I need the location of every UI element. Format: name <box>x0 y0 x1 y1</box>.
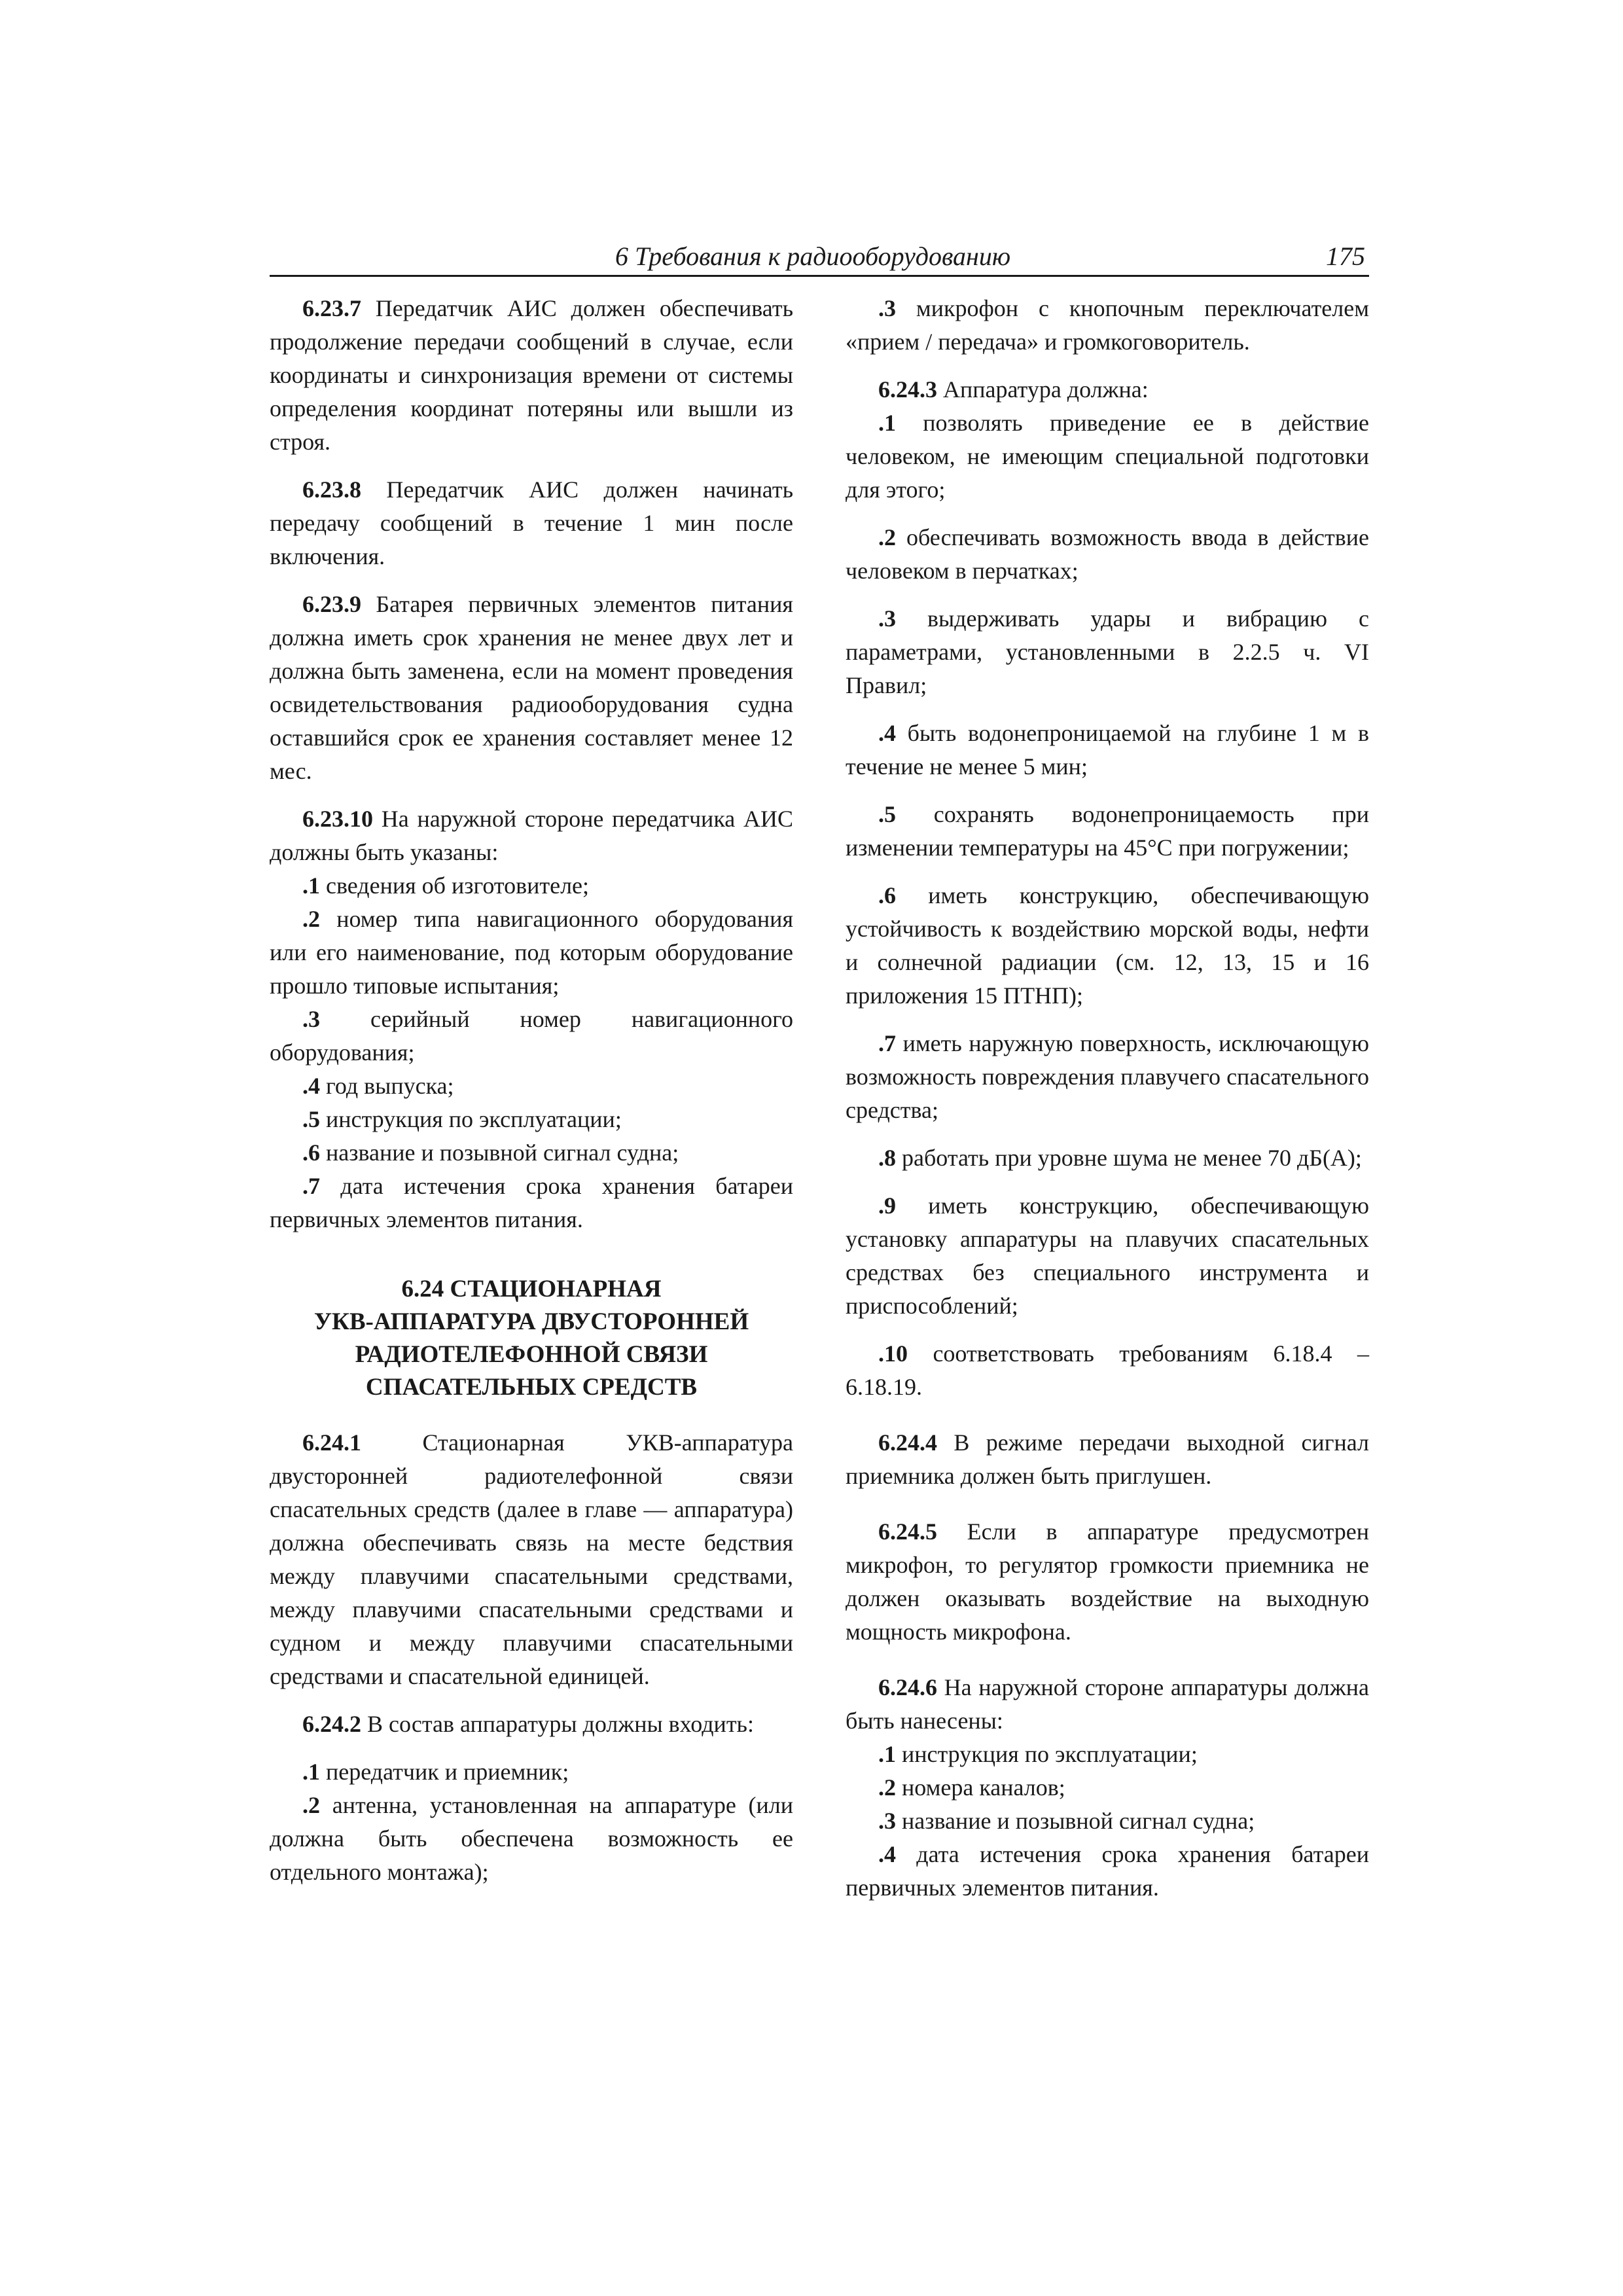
clause-text: Батарея первичных элементов питания должна иметь срок хранения не менее двух лет и должна быть заменена, если на момент проведения освидетельствования радиооборудования судна оставшийся срок ее хранения составляет менее 12 мес. <box>270 591 793 784</box>
item-number: .5 <box>878 801 896 827</box>
clause-number: 6.23.7 <box>302 295 361 321</box>
clause-number: 6.23.10 <box>302 806 373 832</box>
item-text: иметь конструкцию, обеспечивающую устойчивость к воздействию морской воды, нефти и солнечной радиации (см. 12, 13, 15 и 16 приложения 15 ПТНП); <box>846 882 1369 1009</box>
list-item <box>846 798 1369 865</box>
list-item <box>846 1771 1369 1804</box>
clause-text: Передатчик АИС должен начинать передачу сообщений в течение 1 мин после включения. <box>270 476 793 569</box>
item-text: сохранять водонепроницаемость при изменении температуры на 45°С при погружении; <box>846 801 1369 861</box>
item-number: .2 <box>302 906 320 932</box>
item-number: .6 <box>302 1139 320 1166</box>
clause-text: Передатчик АИС должен обеспечивать продолжение передачи сообщений в случае, если координаты и синхронизация времени от системы определения координат потеряны или вышли из строя. <box>270 295 793 455</box>
item-text: название и позывной сигнал судна; <box>320 1139 679 1166</box>
list-item <box>270 1136 793 1170</box>
item-text: микрофон с кнопочным переключателем «прием / передача» и громкоговоритель. <box>846 295 1369 355</box>
list-item <box>846 521 1369 588</box>
running-header <box>270 241 1369 277</box>
list-item <box>270 1103 793 1136</box>
item-text: сведения об изготовителе; <box>320 872 590 899</box>
list-item <box>846 1838 1369 1905</box>
item-text: название и позывной сигнал судна; <box>896 1808 1255 1834</box>
item-number: .7 <box>878 1030 896 1056</box>
item-text: инструкция по эксплуатации; <box>896 1741 1198 1767</box>
list-item <box>846 1189 1369 1323</box>
paragraph-6-24-6 <box>846 1671 1369 1738</box>
item-number: .3 <box>878 295 896 321</box>
item-text: иметь наружную поверхность, исключающую возможность повреждения плавучего спасательного средства; <box>846 1030 1369 1123</box>
clause-number: 6.24.1 <box>302 1429 361 1456</box>
list-item <box>846 1141 1369 1175</box>
item-text: дата истечения срока хранения батареи первичных элементов питания. <box>270 1173 793 1232</box>
clause-number: 6.23.8 <box>302 476 361 503</box>
paragraph-6-23-10 <box>270 802 793 869</box>
clause-text: Если в аппаратуре предусмотрен микрофон, то регулятор громкости приемника не должен оказывать воздействие на выходную мощность микрофона. <box>846 1518 1369 1645</box>
item-text: дата истечения срока хранения батареи первичных элементов питания. <box>846 1841 1369 1901</box>
clause-text: Аппаратура должна: <box>937 376 1149 403</box>
paragraph-6-24-3 <box>846 373 1369 406</box>
item-text: позволять приведение ее в действие человеком, не имеющим специальной подготовки для этого; <box>846 410 1369 503</box>
item-number: .3 <box>878 1808 896 1834</box>
clause-number: 6.23.9 <box>302 591 361 617</box>
item-text: номер типа навигационного оборудования или его наименование, под которым оборудование прошло типовые испытания; <box>270 906 793 999</box>
item-number: .2 <box>878 1774 896 1801</box>
item-number: .4 <box>878 720 896 746</box>
item-text: антенна, установленная на аппаратуре (или должна быть обеспечена возможность ее отдельного монтажа); <box>270 1792 793 1885</box>
clause-text: На наружной стороне передатчика АИС должны быть указаны: <box>270 806 793 865</box>
list-item <box>270 903 793 1003</box>
paragraph-6-24-2 <box>270 1708 793 1741</box>
list-item <box>846 1337 1369 1404</box>
list-item <box>846 1027 1369 1127</box>
paragraph-6-23-8 <box>270 473 793 573</box>
section-heading-line: РАДИОТЕЛЕФОННОЙ СВЯЗИ <box>355 1341 708 1368</box>
item-text: передатчик и приемник; <box>320 1759 569 1785</box>
item-text: серийный номер навигационного оборудования; <box>270 1006 793 1066</box>
item-text: номера каналов; <box>896 1774 1065 1801</box>
item-number: .7 <box>302 1173 320 1199</box>
item-text: работать при уровне шума не менее 70 дБ(А); <box>896 1145 1362 1171</box>
list-item <box>846 717 1369 783</box>
clause-number: 6.24.5 <box>878 1518 937 1545</box>
paragraph-6-24-5 <box>846 1515 1369 1649</box>
clause-number: 6.24.3 <box>878 376 937 403</box>
list-item <box>270 1069 793 1103</box>
running-header-title: 6 Требования к радиооборудованию <box>615 242 1011 271</box>
clause-text: В состав аппаратуры должны входить: <box>361 1711 754 1737</box>
item-number: .9 <box>878 1193 896 1219</box>
section-heading-line: УКВ-АППАРАТУРА ДВУСТОРОННЕЙ <box>313 1308 749 1335</box>
item-number: .1 <box>878 1741 896 1767</box>
list-item <box>846 879 1369 1013</box>
item-text: выдерживать удары и вибрацию с параметрами, установленными в 2.2.5 ч. VI Правил; <box>846 605 1369 698</box>
list-item <box>270 1755 793 1789</box>
item-number: .10 <box>878 1340 908 1367</box>
item-text: инструкция по эксплуатации; <box>320 1106 622 1132</box>
section-heading-line: СПАСАТЕЛЬНЫХ СРЕДСТВ <box>365 1374 698 1401</box>
item-number: .3 <box>878 605 896 632</box>
list-item <box>270 1003 793 1069</box>
left-column <box>270 292 793 1889</box>
paragraph-6-23-7 <box>270 292 793 459</box>
clause-text: На наружной стороне аппаратуры должна быть нанесены: <box>846 1674 1369 1734</box>
item-number: .2 <box>302 1792 320 1818</box>
paragraph-6-24-1 <box>270 1426 793 1693</box>
section-heading-6-24 <box>270 1273 793 1404</box>
item-text: год выпуска; <box>320 1073 454 1099</box>
list-item <box>846 406 1369 507</box>
item-number: .5 <box>302 1106 320 1132</box>
item-number: .6 <box>878 882 896 908</box>
item-number: .4 <box>878 1841 896 1867</box>
list-item <box>270 1170 793 1236</box>
item-text: обеспечивать возможность ввода в действие человеком в перчатках; <box>846 524 1369 584</box>
list-item <box>270 1789 793 1889</box>
paragraph-6-23-9 <box>270 588 793 788</box>
list-item <box>270 869 793 903</box>
list-item <box>846 1738 1369 1771</box>
item-text: иметь конструкцию, обеспечивающую установку аппаратуры на плавучих спасательных средствах без специального инструмента и приспособлений; <box>846 1193 1369 1319</box>
item-text: быть водонепроницаемой на глубине 1 м в течение не менее 5 мин; <box>846 720 1369 780</box>
clause-text: Стационарная УКВ-аппаратура двусторонней радиотелефонной связи спасательных средств (далее в главе — аппаратура) должна обеспечивать связь на месте бедствия между плавучими спасательными средствами, между плавучими спасательными средствами и судном и между плавучими спасательными средствами и спасательной единицей. <box>270 1429 793 1689</box>
list-item <box>846 602 1369 702</box>
clause-number: 6.24.6 <box>878 1674 937 1700</box>
item-number: .1 <box>302 1759 320 1785</box>
item-number: .1 <box>878 410 896 436</box>
right-column <box>846 292 1369 1905</box>
item-number: .3 <box>302 1006 320 1032</box>
page-number: 175 <box>1326 242 1365 271</box>
clause-number: 6.24.4 <box>878 1429 937 1456</box>
item-number: .8 <box>878 1145 896 1171</box>
clause-text: В режиме передачи выходной сигнал приемника должен быть приглушен. <box>846 1429 1369 1489</box>
list-item <box>846 1804 1369 1838</box>
list-item <box>846 292 1369 359</box>
item-number: .2 <box>878 524 896 550</box>
item-number: .1 <box>302 872 320 899</box>
clause-number: 6.24.2 <box>302 1711 361 1737</box>
section-heading-line: 6.24 СТАЦИОНАРНАЯ <box>401 1276 662 1302</box>
item-number: .4 <box>302 1073 320 1099</box>
item-text: соответствовать требованиям 6.18.4 – 6.18.19. <box>846 1340 1369 1400</box>
paragraph-6-24-4 <box>846 1426 1369 1493</box>
